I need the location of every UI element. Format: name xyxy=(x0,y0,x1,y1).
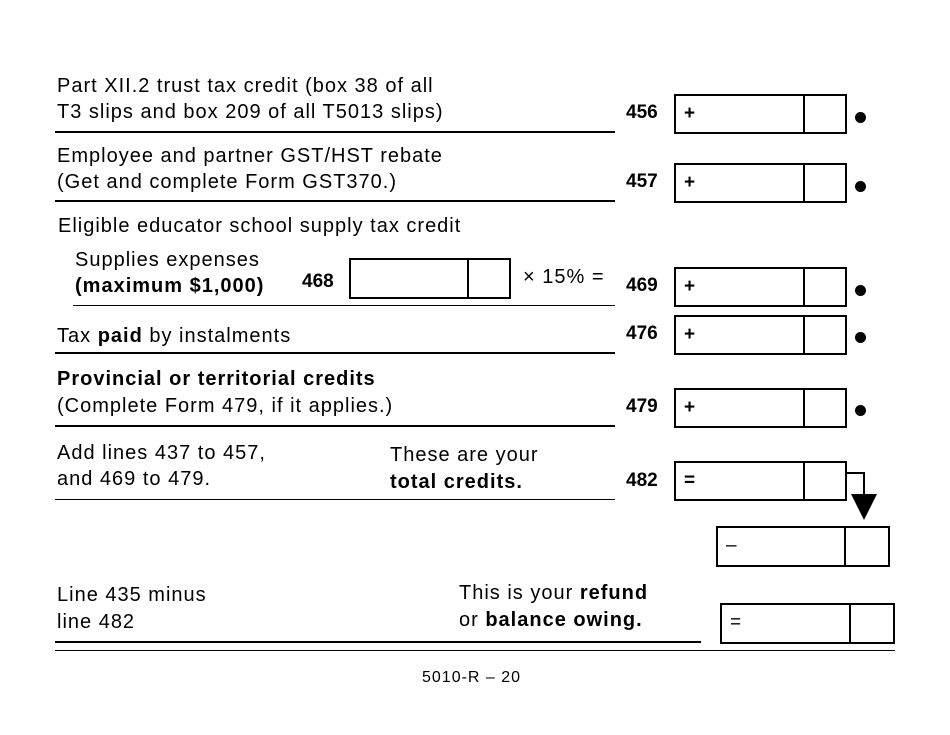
refund-amount-field[interactable] xyxy=(720,603,895,644)
line-457-amount-field[interactable] xyxy=(674,163,847,203)
line-476-cents-field[interactable] xyxy=(805,317,845,353)
supplies-expenses-max-label: (maximum $1,000) xyxy=(75,275,265,297)
divider xyxy=(55,200,615,202)
line-482-amount-field[interactable] xyxy=(674,461,847,501)
subtraction-sign: – xyxy=(718,528,846,565)
line-476-description xyxy=(57,323,291,349)
line-468-code: 468 xyxy=(302,271,334,292)
balance-owing-label: balance owing. xyxy=(485,609,643,631)
total-credits-note-1: These are your xyxy=(390,444,539,466)
result-description-1: Line 435 minus xyxy=(57,584,207,606)
line-456-sign: + xyxy=(676,96,805,132)
line-456-description-2: T3 slips and box 209 of all T5013 slips) xyxy=(57,101,444,123)
line-476-amount-field[interactable] xyxy=(674,315,847,355)
line-456-description-1: Part XII.2 trust tax credit (box 38 of all xyxy=(57,75,434,97)
line-457-sign: + xyxy=(676,165,805,201)
line-482-description-1: Add lines 437 to 457, xyxy=(57,442,266,464)
divider xyxy=(55,131,615,133)
result-description-2: line 482 xyxy=(57,611,136,633)
divider xyxy=(55,352,615,354)
divider xyxy=(73,305,615,306)
bullet-icon xyxy=(855,285,866,296)
line-457-description-2: (Get and complete Form GST370.) xyxy=(57,171,398,193)
refund-note-2-prefix: or xyxy=(459,609,486,631)
line-456-code: 456 xyxy=(626,102,658,123)
arrow-down-icon xyxy=(840,470,885,522)
bullet-icon xyxy=(855,332,866,343)
line-469-amount-field[interactable] xyxy=(674,267,847,307)
line-482-description-2: and 469 to 479. xyxy=(57,468,212,490)
line-479-description-2: (Complete Form 479, if it applies.) xyxy=(57,395,394,417)
line-456-amount-field[interactable] xyxy=(674,94,847,134)
line-457-description-1: Employee and partner GST/HST rebate xyxy=(57,145,443,167)
refund-cents-field[interactable] xyxy=(851,605,893,642)
refund-note-2 xyxy=(459,607,643,633)
line-476-bold: paid xyxy=(97,325,143,347)
bullet-icon xyxy=(855,405,866,416)
line-469-sign: + xyxy=(676,269,805,305)
refund-note-1-prefix: This is your xyxy=(459,582,580,604)
line-456-cents-field[interactable] xyxy=(805,96,845,132)
line-457-cents-field[interactable] xyxy=(805,165,845,201)
line-476-prefix: Tax xyxy=(57,325,98,347)
line-476-suffix: by instalments xyxy=(142,325,292,347)
line-469-code: 469 xyxy=(626,275,658,296)
line-476-sign: + xyxy=(676,317,805,353)
line-482-sign: = xyxy=(676,463,805,499)
line-482-cents-field[interactable] xyxy=(805,463,845,499)
divider xyxy=(55,425,615,427)
line-468-dollars xyxy=(351,260,469,297)
total-credits-note-2: total credits. xyxy=(390,471,523,493)
line-476-code: 476 xyxy=(626,323,658,344)
line-479-amount-field[interactable] xyxy=(674,388,847,428)
line-479-sign: + xyxy=(676,390,805,426)
divider xyxy=(55,650,895,651)
subtraction-cents-field[interactable] xyxy=(846,528,888,565)
line-482-code: 482 xyxy=(626,470,658,491)
line-468-amount-field[interactable] xyxy=(349,258,511,299)
bullet-icon xyxy=(855,112,866,123)
line-457-code: 457 xyxy=(626,171,658,192)
line-479-description-1: Provincial or territorial credits xyxy=(57,368,376,390)
line-479-code: 479 xyxy=(626,396,658,417)
page-footer: 5010-R – 20 xyxy=(422,669,522,686)
divider xyxy=(55,499,615,500)
refund-label: refund xyxy=(579,582,649,604)
line-469-cents-field[interactable] xyxy=(805,269,845,305)
line-468-cents-field[interactable] xyxy=(469,260,509,297)
multiplier-label: × 15% = xyxy=(523,266,605,288)
refund-sign: = xyxy=(722,605,851,642)
educator-credit-title: Eligible educator school supply tax credit xyxy=(58,215,462,237)
divider xyxy=(55,641,701,643)
bullet-icon xyxy=(855,181,866,192)
supplies-expenses-label: Supplies expenses xyxy=(75,249,260,271)
refund-note-1 xyxy=(459,580,648,606)
line-479-cents-field[interactable] xyxy=(805,390,845,426)
subtraction-amount-field[interactable] xyxy=(716,526,890,567)
